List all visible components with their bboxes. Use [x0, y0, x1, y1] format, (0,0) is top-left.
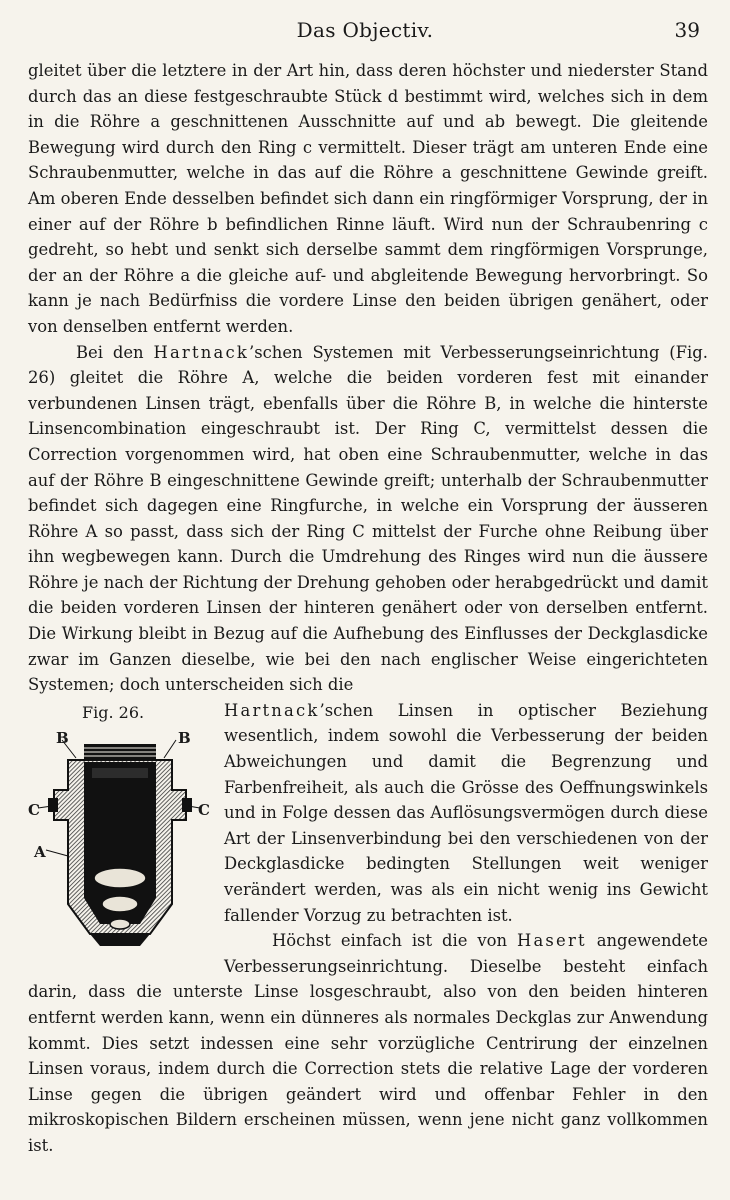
figure-label-c-left: C	[28, 800, 40, 819]
figure-label-b-right: B	[178, 728, 191, 747]
page-number: 39	[674, 18, 700, 42]
figure-26	[28, 698, 210, 953]
body-text	[28, 58, 708, 1159]
lens-rear	[94, 868, 146, 888]
p2-text-b: ’schen Linsen in optischer Beziehung wesentlich, indem sowohl die Verbesserung der beiden Abweichungen und damit die Begrenzung und Farbenfreiheit, als auch die Grösse des Oeffnungswinkels und in Folge dessen das Auflösungsvermögen durch diese Art der Linsenverbindung bei den verschiedenen von der Deckglasdicke bedingten Stellungen weit weniger verändert werden, was als ein nicht wenig ins Gewicht fallender Vorzug zu betrachten ist.	[224, 700, 708, 925]
objective-cross-section-illustration	[28, 728, 210, 953]
correction-ring-right	[182, 798, 192, 812]
page-header	[0, 18, 730, 48]
figure-label-b-left: B	[56, 728, 69, 747]
p3-text: angewendete Verbesserungseinrichtung. Dieselbe besteht einfach darin, dass die unterste Linse losgeschraubt, also von den beiden hinteren entfernt werden kann, wenn ein dünneres als normales Deckglas zur Anwendung kommt. Dies setzt indessen eine sehr vorzügliche Centrirung der einzelnen Linsen voraus, indem durch die Correction stets die relative Lage der vorderen Linse gegen die übrigen geändert wird und offenbar Fehler in den mikroskopischen Bildern erscheinen müssen, wenn jene nicht ganz vollkommen ist.	[28, 931, 709, 1155]
p2-lead: Bei den	[76, 342, 144, 362]
lens-front	[110, 919, 130, 929]
p3-lead: Höchst einfach ist die von	[272, 931, 508, 951]
paragraph-2	[28, 340, 708, 698]
paragraph-1: gleitet über die letztere in der Art hin, dass deren höchster und niederster Stand durch das an diese festgeschraubte Stück d bestimmt wird, welches sich in dem in die Röhre a geschnittenen Ausschnitte auf und ab bewegt. Die gleitende Bewegung wird durch den Ring c vermittelt. Dieser trägt am unteren Ende eine Schraubenmutter, welche in das auf die Röhre a geschnittene Gewinde greift. Am oberen Ende desselben befindet sich dann ein ringförmiger Vorsprung, der in einer auf der Röhre b befindlichen Rinne läuft. Wird nun der Schraubenring c gedreht, so hebt und senkt sich derselbe sammt dem ringförmigen Vorsprunge, der an der Röhre a die gleiche auf- und abgleitende Bewegung hervorbringt. So kann je nach Bedürfniss die vordere Linse den beiden übrigen genähert, oder von denselben entfernt werden.	[28, 61, 708, 336]
correction-ring-left	[48, 798, 58, 812]
figure-caption: Fig. 26.	[82, 702, 145, 722]
person-name-hasert: Hasert	[516, 931, 587, 951]
paragraph-3	[28, 928, 708, 1158]
person-name-hartnack-2: Hartnack	[224, 700, 320, 720]
lens-middle	[102, 896, 138, 912]
figure-label-a: A	[34, 842, 46, 861]
running-head: Das Objectiv.	[296, 18, 434, 42]
p2-text-a: ’schen Systemen mit Verbesserungseinrichtung (Fig. 26) gleitet die Röhre A, welche die beiden vorderen fest mit einander verbundenen Linsen trägt, ebenfalls über die Röhre B, in welche die hinterste Linsencombination eingeschraubt ist. Der Ring C, vermittelst dessen die Correction vorgenommen wird, hat oben eine Schraubenmutter, welche in das auf der Röhre B eingeschnittene Gewinde greift; unterhalb der Schraubenmutter befindet sich dagegen eine Ringfurche, in welche ein Vorsprung der äusseren Röhre A so passt, dass sich der Ring C mittelst der Furche ohne Reibung über ihn wegbewegen kann. Durch die Umdrehung des Ringes wird nun die äussere Röhre je nach der Richtung der Drehung gehoben oder herabgedrückt und damit die beiden vorderen Linsen der hinteren genähert oder von derselben entfernt. Die Wirkung bleibt in Bezug auf die Aufhebung des Einflusses der Deckglasdicke zwar im Ganzen dieselbe, wie bei den nach englischer Weise eingerichteten Systemen; doch unterscheiden sich die	[28, 342, 708, 695]
figure-label-c-right: C	[198, 800, 210, 819]
person-name-hartnack: Hartnack	[153, 342, 249, 362]
